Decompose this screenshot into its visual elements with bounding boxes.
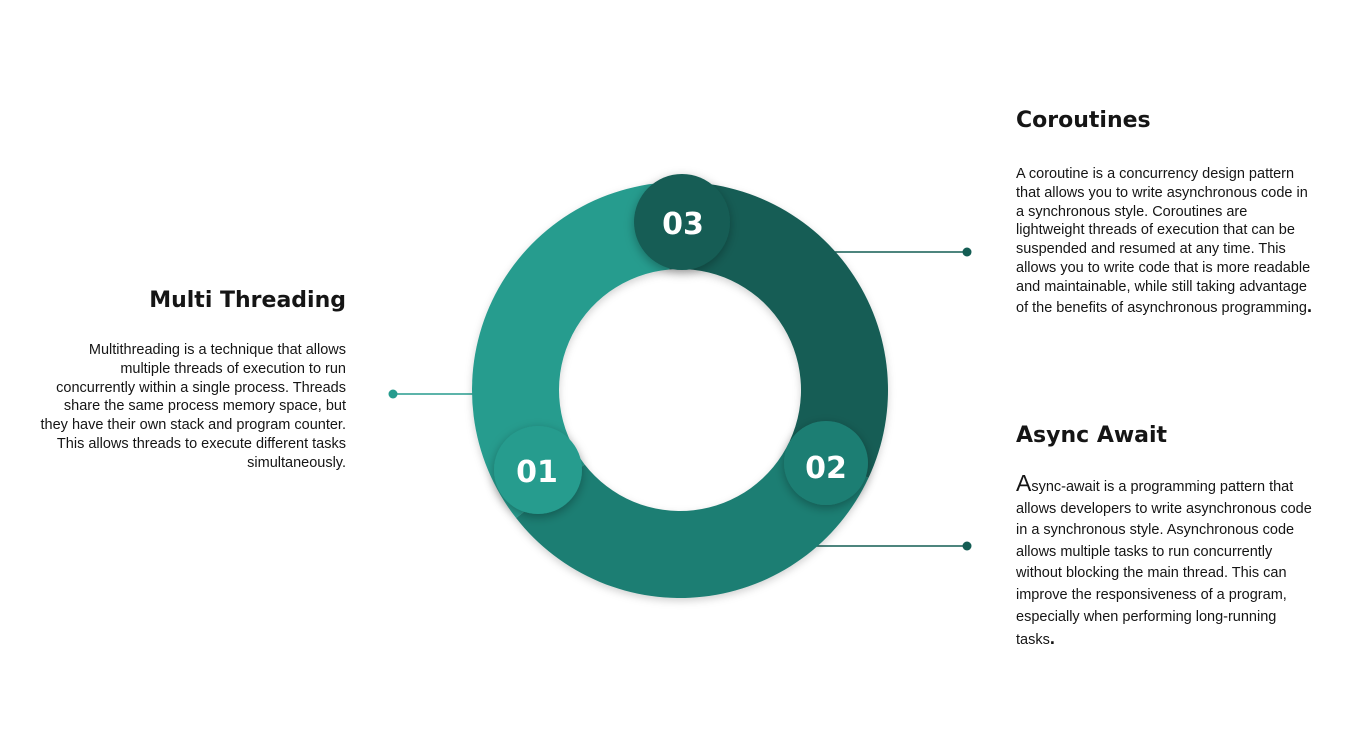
async-await-title: Async Await bbox=[1016, 423, 1168, 448]
connector-dot-02 bbox=[963, 542, 972, 551]
coroutines-description-text: A coroutine is a concurrency design pattern that allows you to write asynchronous code in a synchronous style. Coroutines are lightweight threads of execution that can be suspended and resumed at any time. This allows you to write code that is more readable and maintainable, while still taking advantage of the benefits of asynchronous programming bbox=[1016, 166, 1311, 316]
connector-dot-01 bbox=[389, 390, 398, 399]
multi-threading-block bbox=[40, 288, 346, 473]
coroutines-block bbox=[1016, 108, 1316, 317]
coroutines-description bbox=[1016, 165, 1316, 317]
badge-number-01: 01 bbox=[516, 455, 558, 490]
async-await-description-text: sync-await is a programming pattern that allows developers to write asynchronous code in a synchronous style. Asynchronous code allows multiple tasks to run concurrently without blocking the main thread. This can improve the responsiveness of a program, especially when performing long-running tasks bbox=[1016, 479, 1312, 649]
coroutines-description-end: . bbox=[1306, 295, 1312, 316]
async-await-description-end: . bbox=[1049, 628, 1055, 649]
async-await-description bbox=[1016, 470, 1316, 652]
async-await-description-initial: A bbox=[1016, 470, 1032, 496]
multi-threading-description: Multithreading is a technique that allows multiple threads of execution to run concurrently within a single process. Threads share the same process memory space, but they have their own stack and program counter. This allows threads to execute different tasks simultaneously. bbox=[40, 342, 346, 471]
async-await-block bbox=[1016, 423, 1316, 652]
badge-number-03: 03 bbox=[662, 207, 704, 242]
coroutines-title: Coroutines bbox=[1016, 108, 1151, 133]
connector-dot-03 bbox=[963, 248, 972, 257]
badge-number-02: 02 bbox=[805, 451, 847, 486]
multi-threading-title: Multi Threading bbox=[149, 288, 346, 313]
